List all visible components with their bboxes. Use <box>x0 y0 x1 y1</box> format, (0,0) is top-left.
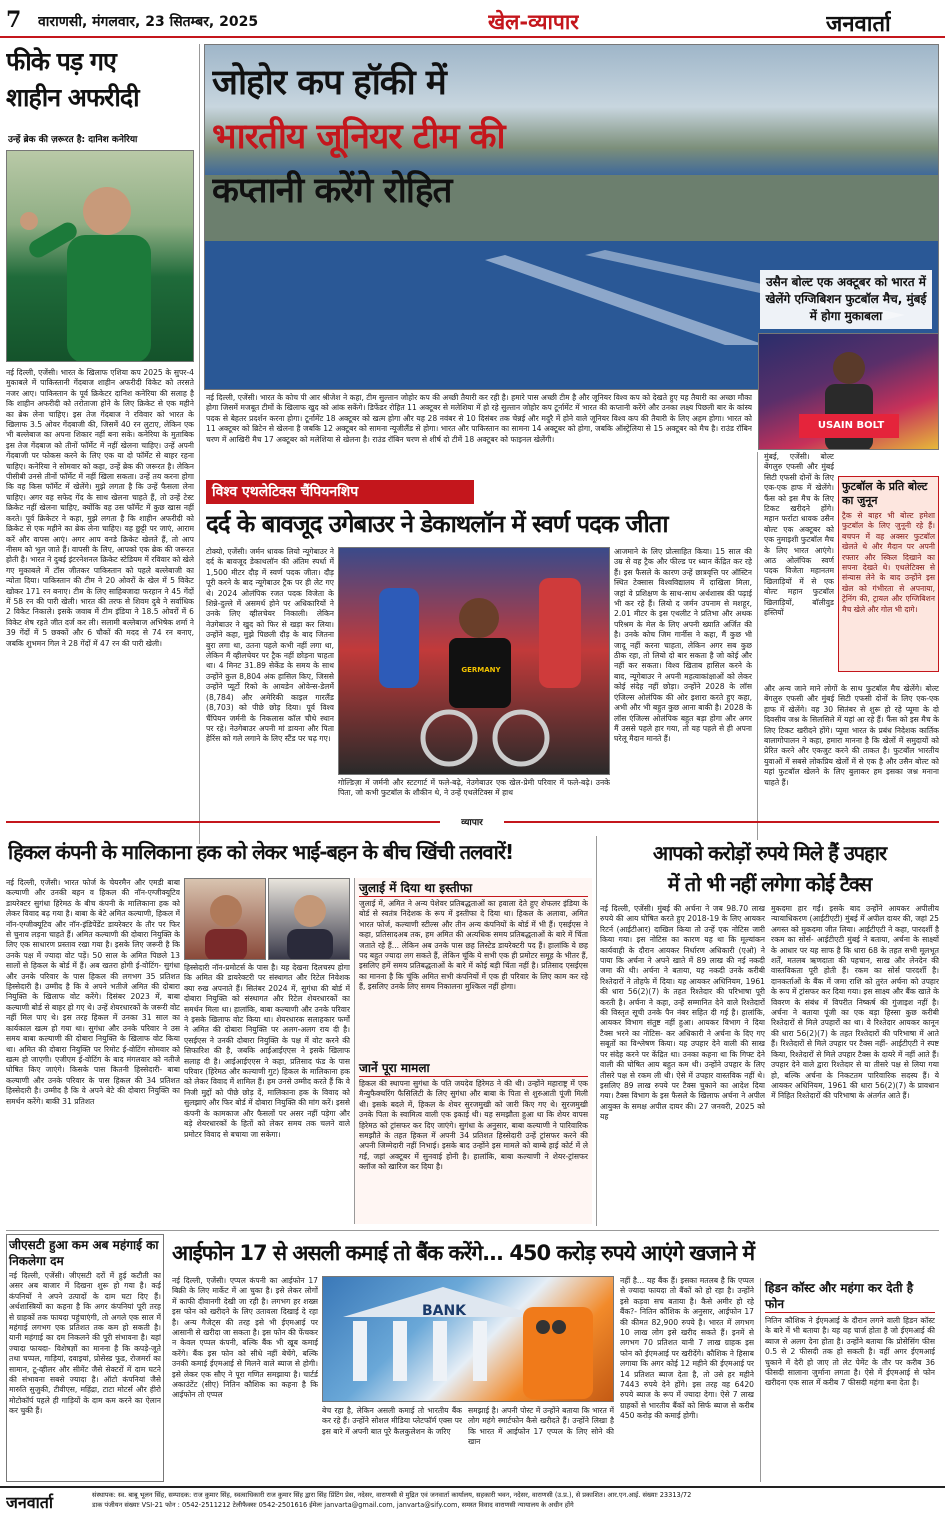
shaheen-title-line2: शाहीन अफरीदी <box>6 83 139 112</box>
athletics-headline: दर्द के बावजूद उगेबाउर ने डेकाथलॉन में स्वर्ण पदक जीता <box>206 510 668 538</box>
shaheen-title <box>6 44 194 124</box>
hical-headline: हिकल कंपनी के मालिकाना हक को लेकर भाई-बहन के बीच खिंची तलवारें! <box>8 840 514 864</box>
bolt-figure-icon <box>759 334 939 450</box>
iphone-caption-2: समझाई है। अपनी पोस्ट में उन्होंने बताया कि भारत में लोग महंगे स्मार्टफोन कैसे खरीदते हैं। उन्होंने लिखा है कि भारत में आईफोन 17 एप्पल के लिए सोने की खान <box>468 1406 614 1447</box>
iphone-sidebar <box>760 1278 939 1482</box>
shaheen-photo <box>6 150 194 362</box>
iphone-col1: नई दिल्ली, एजेंसी। एप्पल कंपनी का आईफोन 17 बिक्री के लिए मार्केट में आ चुका है। इसे लेकर लोगों में काफी दीवानगी देखी जा रही है। लगभग हर शख्स इस फोन को खरीदने के लिए उतावला दिखाई दे रहा है। अन्य गैजेट्स की तरह इसे भी ईएमआई पर आसानी से खरीदा जा सकता है। इस फोन की फेंचकर न केवल एप्पल कंपनी, बल्कि बैंक भी खूब कमाई करेंगे। बैंक इस फोन को सीधे नहीं बेचेंगे, बल्कि उनकी कमाई ईएमआई से मिलने वाले ब्याज से होगी। इसे लेकर एक सौए ने पूरा गणित समझाया है। चार्टर्ड अकाउंटेंट (सीए) नितिन कौशिक का कहना है कि आईफोन तो एप्पल <box>172 1276 318 1400</box>
bolt-photo <box>758 333 939 450</box>
business-label: व्यापार <box>440 815 504 829</box>
player-figure-icon <box>7 151 194 362</box>
athletics-caption: गोल्डिज़ा में जर्मनी और स्टटगार्ट में फले-बढ़े, नेउगेबाउर एक खेल-प्रेमी परिवार में फले-बढ़े। उनके पिता, जो कभी फुटबॉल के शौकीन थे, ने उन्हें एथलेटिक्स में हाथ <box>338 778 610 798</box>
bolt-body-2: और अन्य जाने माने लोगों के साथ फुटबॉल मैच खेलेंगे। बोल्ट बेंगलुरु एफसी और मुंबई सिटी एफसी दोनों के लिए एक-एक हाफ में खेलेंगे। वह 30 सितंबर से शुरू हो रहे प्यूमा के दो दिवसीय जश्न के सिलसिले में यहां आ रहे हैं। फैंस को इस मैच के लिए टिकट खरीदने होंगे। प्यूमा भारत के प्रबंध निदेशक कार्तिक बालागोपालन ने कहा, हमारा मानना है कि खेलों में समुदायों को प्रेरित करने और एकजुट करने की ताकत है। फुटबॉल भारतीय युवाओं में सबसे लोकप्रिय खेलों में से एक है और उसैन बोल्ट को यहां फुटबॉल खेलने के लिए बुलाकर हम इसका जश्न मनाना चाहते हैं। <box>764 684 939 787</box>
bolt-body-1: मुंबई, एजेंसी। बोल्ट बेंगलुरु एफसी और मुंबई सिटी एफसी दोनों के लिए एक-एक हाफ में खेलेंगे। फैंस को इस मैच के लिए टिकट खरीदने होंगे। महान फर्राटा धावक उसैन बोल्ट एक अक्टूबर को एक नुमाइशी फुटबॉल मैच के लिए भारत आएंगे। आठ ओलंपिक स्वर्ण पदक विजेता महानतम खिलाड़ियों में से एक बोल्ट महान फुटबॉल खिलाड़ियों, बॉलीवुड हस्तियों <box>764 452 834 618</box>
hical-sub2-title: जानें पूरा मामला <box>359 1060 588 1077</box>
gst-box <box>6 1234 164 1482</box>
man-portrait-icon <box>269 879 350 960</box>
dateline: वाराणसी, मंगलवार, 23 सितम्बर, 2025 <box>38 14 259 30</box>
hockey-headline-line3: कप्तानी करेंगे रोहित <box>212 171 452 211</box>
bolt-sidebar-title: फुटबॉल के प्रति बोल्ट का जुनून <box>842 480 928 507</box>
hical-sidebar <box>354 878 592 1224</box>
footer-imprint-line2: डाक पंजीयन संख्याः VSI-21 फोन : 0542-2511212 टेलीफैक्सः 0542-2501616 ईमेलः janvarta@gmail.com, janvarta@sify.com, समस्त विवाद वाराणसी न्यायालय के अधीन होंगे <box>92 1501 574 1509</box>
column-divider <box>199 44 200 844</box>
hical-sub1-body: जुलाई में, अमित ने अन्य पेशेवर प्रतिबद्धताओं का हवाला देते हुए शेफलर इंडिया के बोर्ड से स्वतंत्र निदेशक के रूप में इस्तीफा दे दिया था। हिकल के अलावा, अमित भारत फोर्ज, कल्याणी स्टील्स और तीन अन्य कंपनियों के बोर्ड में भी हैं। एसईएस ने कहा, प्रतिसादअब तक, हम अमित की अत्यधिक समय प्रतिबद्धताओं के बारे में चिंता जताते रहे हैं... लेकिन अब उनके पास छह लिस्टेड डायरेक्टरी पद हैं। हालांकि ये छह पद बहुत ज्यादा लग सकते हैं, लेकिन चूंकि ये सभी एक ही प्रमोटर समूह के भीतर हैं, इसलिए हमें समय प्रतिबद्धताओं के बारे में कोई बड़ी चिंता नहीं है। प्रतिसाद एसईएस का मानना है कि चूंकि अमित सभी कंपनियों में एक ही परिवार के लिए काम कर रहे हैं, इसलिए उनके लिए समय निकालना मुश्किल नहीं होगा। <box>359 899 588 992</box>
footer-imprint-line1: संस्थापक: स्व. बाबू भूलन सिंह, सम्पादक: राज कुमार सिंह, स्वत्वाधिकारी राज कुमार सिंह द्वारा सिंह प्रिंटिंग प्रेस, नदेसर, वाराणसी से मुद्रित एवं जनवार्ता कार्यालय, सहकारी भवन, नदेसर, वाराणसी (उ.प्र.), से प्रकाशित। आर.एन.आई. संख्याः 23313/72 <box>92 1491 692 1499</box>
column-divider <box>757 452 758 840</box>
iphone-sidebar-title: हिडन कॉस्ट और महंगा कर देती है फोन <box>765 1280 935 1313</box>
gift-headline-line2: में तो भी नहीं लगेगा कोई टैक्स <box>667 872 872 896</box>
hical-sub1-title: जुलाई में दिया था इस्तीफा <box>359 880 588 897</box>
column-divider <box>596 836 597 1226</box>
athletics-col1: टोक्यो, एजेंसी। जर्मन धावक लियो न्यूगेबाउर ने दर्द के बावजूद डेकाथलॉन की अंतिम स्पर्धा में 1,500 मीटर दौड़ में स्वर्ण पदक जीता। दौड़ पूरी करने के बाद न्यूगेबाउर ट्रैक पर ही लेट गए थे। 2024 ओलंपिक रजत पदक विजेता के शिन्ने-दुल्ले में असमर्थ होने पर अधिकारियों ने उनके लिए व्हीलचेयर निकाली। लेकिन नेउगेबाउर ने खुद को फिर से खड़ा कर लिया। उन्होंने कहा, मुझे पिछली दौड़ के बाद जितना बुरा लगा था, उतना पहले कभी नहीं लगा था, लेकिन मैं व्हीलचेयर पर ट्रैक नहीं छोड़ना चाहता था। 4 मिनट 31.89 सेकेंड के समय के साथ उन्होंने कुल 8,804 अंक हासिल किए, जिससे उन्होंने प्यूर्टो रिको के आयडेन ओवेन्स-डेलर्मे (8,784) और अमेरिकी काइल गारलैंड (8,703) को पीछे छोड़ दिया। पूर्व विश्व चैंपियन जर्मनी के निकलास कॉल चौथे स्थान पर रहे। नेउगेबाउर अपनी मां डायना और पिता हेरिंस को गले लगाने के लिए स्टैंड पर चढ़ गए। <box>206 547 334 744</box>
newspaper-brand: जनवार्ता <box>826 11 891 37</box>
shaheen-body: नई दिल्ली, एजेंसी। भारत के खिलाफ एशिया कप 2025 के सुपर-4 मुकाबले में पाकिस्तानी गेंदबाज शाहीन अफरीदी विकेट को तरसते नजर आए। पाकिस्तान के पूर्व क्रिकेटर दानिश कनेरिया की सलाह है कि शाहीन अफरीदी को तरोताजा होने के लिए क्रिकेट से एक महीने का ब्रेक लेना चाहिए। इस तेज गेंदबाज ने रविवार को भारत के खिलाफ 3.5 ओवर गेंदबाजी की, जिसमें 40 रन लुटाए, लेकिन एक भी बल्लेबाज का अपना शिकार नहीं बना सके। कनेरिया के मुताबिक इस तेज गेंदबाज को तीनों फॉर्मेट में नहीं खेलना चाहिए। उन्हें अपनी गेंदबाजी पर फोकस करने के लिए एक या दो फॉर्मेट से बाहर रहना चाहिए। कनेरिया ने सोमवार को कहा, उन्हें ब्रेक की जरूरत है। लेकिन पीसीबी उनसे तीनों फॉर्मेट में नहीं खिला सकता। उन्हें तय करना होगा कि वह किस फॉर्मेट में खेलेंगे। मुझे लगता है कि उन्हें फैसला लेना चाहिए। अगर वह सफेद गेंद के साथ खेलना चाहते हैं, तो उन्हें टेस्ट क्रिकेट नहीं खेलना चाहिए, क्योंकि वह उस फॉर्मेट में कुछ खास नहीं करते। पूर्व क्रिकेटर ने कहा, मुझे लगता है कि शाहीन अफरीदी को क्रिकेट से एक महीने का ब्रेक लेना चाहिए। वह छुट्टी पर जाएं, आराम करें और वापस आएं। अगर आप वनडे क्रिकेट खेलते हैं, तो आप नीसम को भूल जाते हैं। वापसी के लिए, आपको एक ब्रेक की जरूरत होती है। भारत ने दुबई इंटरनेशनल क्रिकेट स्टेडियम में रविवार को खेले गए मुकाबले में टॉस जीतकर पाकिस्तान को पहले बल्लेबाजी का न्योता दिया। पाकिस्तान की टीम ने 20 ओवरों के खेल में 5 विकेट खोकर 171 रन बनाए। टीम के लिए साहिबजादा फरहान ने 45 गेंदों में 58 रन की पारी खेली। भारत की तरफ से शिवम दुबे ने सर्वाधिक 2 विकेट निकाले। इसके जवाब में टीम इंडिया ने 18.5 ओवरों में 6 विकेट शेष रहते जीत दर्ज कर ली। सलामी बल्लेबाज अभिषेक शर्मा ने 39 गेंदों में 5 छक्कों और 6 चौकों की मदद से 74 रन बनाए, जबकि शुभमन गिल ने 28 गेंदों में 47 रन की पारी खेली। <box>6 368 194 648</box>
hockey-headline-line1: जोहोर कप हॉकी में <box>212 63 446 103</box>
footer <box>0 1486 945 1513</box>
footer-brand: जनवार्ता <box>6 1493 54 1512</box>
iphone-col3: नहीं है... यह बैंक हैं। इसका मतलब है कि एप्पल से ज्यादा फायदा तो बैंकों को हो रहा है। उन्होंने इसे कड़वा सच बताया है। कैसे अमीर हो रहे बैंक?- नितिन कौशिक के अनुसार, आईफोन 17 की कीमत 82,900 रुपये है। भारत में लगभग 10 लाख लोग इसे खरीद सकते हैं। इनमें से लगभग 70 प्रतिशत यानी 7 लाख ग्राहक इस फोन को ईएमआई पर खरीदेंगे। कौशिक ने हिसाब लगाया कि अगर कोई 12 महीने की ईएमआई पर 14 प्रतिशत ब्याज देता है, तो उसे हर महीने 7443 रुपये देने होंगे। इस तरह वह 6420 रुपये ब्याज के रूप में ज्यादा देगा। ऐसे 7 लाख ग्राहकों से भारतीय बैंकों को सिर्फ ब्याज से करीब 450 करोड़ की कमाई होगी। <box>620 1276 754 1421</box>
gift-headline-line1: आपको करोड़ों रुपये मिले हैं उपहार <box>652 841 887 865</box>
bank-building-phone-graphic <box>323 1277 614 1402</box>
section-divider <box>6 1230 939 1231</box>
athletics-col3: आजमाने के लिए प्रोत्साहित किया। 15 साल की उम्र से वह ट्रैक और फील्ड पर ध्यान केंद्रित कर रहे हैं। इस फैसले के कारण उन्हें छात्रवृत्ति पर ऑस्टिन स्थित टेक्सास विश्वविद्यालय में दाखिला मिला, जहां वे प्रशिक्षण के साथ-साथ अर्थशास्त्र की पढ़ाई भी कर रहे हैं। लियो द जर्मन उपनाम से मशहूर, 2.01 मीटर के इस एथलीट ने प्रतिभा और अथक परिश्रम के मेल के लिए अपनी ख्याति अर्जित की है। उनके कोच जिम गार्नीस ने कहा, मैं कुछ भी जादू नहीं करना चाहता, लेकिन अगर सब कुछ ठीक रहा, तो लियो दो बार सकता है जो कोई और नहीं कर सकता। विश्व खिताब हासिल करने के बाद, न्यूगेबाउर ने अपनी महत्वाकांक्षाओं को लेकर कोई संदेह नहीं छोड़ा। उन्होंने 2028 के लॉस एंजिल्स ओलंपिक की ओर इशारा करते हुए कहा, अभी और भी बहुत कुछ आना बाकी है। 2028 के लॉस एंजिल्स ओलंपिक बहुत बड़ा होगा और अगर मैं उससे पहले हार गया, तो यह पहले से ही अपना घरेलू मैदान मानते हैं। <box>614 547 752 744</box>
hical-sub2-body: हिकल की स्थापना सुगंधा के पति जयदेव हिरेमठ ने की थी। उन्होंने महाराष्ट्र में एक मैन्युफैक्चरिंग फैसिलिटी के लिए सुगंधा और बाबा के पिता से शुरुआती पूंजी मिली थी। इसके बदले में, हिकल के शेयर सुरजमुखी को जारी किए गए थे। सुरजमुखी उनके पिता के स्वामित्व वाली एक इकाई थी। यह समझौता हुआ था कि शेयर वापस हिरेमठ को ट्रांसफर कर दिए जाएंगे। सुगंधा के अनुसार, बाबा कल्याणी ने पारिवारिक समझौते के तहत हिकल में अपनी 34 प्रतिशत हिस्सेदारी उन्हें ट्रांसफर करने की अपनी जिम्मेदारी नहीं निभाई। इसके बाद उन्होंने इस मामले को बाम्बे हाई कोर्ट में ले गईं, जहां अक्टूबर में सुनवाई होनी है। हालांकि, बाबा कल्याणी ने शेयर-ट्रांसफर क्लॉज को खारिज कर दिया है। <box>359 1079 588 1172</box>
hical-photo-baba <box>268 878 350 960</box>
iphone-headline: आईफोन 17 से असली कमाई तो बैंक करेंगे... 450 करोड़ रुपये आएंगे खजाने में <box>172 1241 755 1265</box>
gst-title: जीएसटी हुआ कम अब महंगाई का निकलेगा दम <box>9 1238 159 1268</box>
bolt-sidebar <box>838 476 939 672</box>
gift-headline <box>600 838 939 900</box>
iphone-bank-photo <box>322 1276 614 1402</box>
gift-col2: मुकदमा हार गईं। इसके बाद उन्होंने आयकर अपीलीय न्यायाधिकरण (आईटीएटी) मुंबई में अपील दायर की, जहां 25 अगस्त को मुकदमा जीत लिया। आईटीएटी ने कहा, पारदर्शी है रकम का सोर्स- आईटीएटी मुंबई ने बताया, अर्चना के साक्ष्यों के आधार पर यह साफ है कि धारा 68 के तहत सभी मूलभूत शर्तें, मतलब ऋणदाता की पहचान, साख और लेनदेन की वास्तविकता पूरी होती हैं। रकम का सोर्स पारदर्शी है। दानकर्ताओं के बैंक में जमा राशि को तुरंत अर्चना को उपहार के रूप में ट्रांसफर कर दिया गया। इस साक्ष्य और बैंक खाते के विवरण के संबंध में विपरीत निष्कर्ष की गुंजाइश नहीं है। अर्चना ने बताया पूंजी का एक बड़ा हिस्सा कुछ करीबी रिश्तेदारों से मिले उपहारों का था। ये रिश्तेदार आयकर कानून की धारा 56(2)(7) के तहत रिश्तेदारों की परिभाषा में आते हैं। रिश्तेदारों से मिले उपहार पर टैक्स नहीं- आईटीएटी ने स्पष्ट किया, रिश्तेदारों से मिले उपहार टैक्स के दायरे में नहीं आते हैं। उपहार देने वाले द्वारा रिश्तेदार से या तीसरे पक्ष से लिया गया हो, बल्कि अर्चना के निकटतम पारिवारिक सदस्य हैं। ये आयकर अधिनियम, 1961 की धारा 56(2)(7) के प्रावधान में निहित रिश्तेदारों की परिभाषा के अंतर्गत आते हैं। <box>771 904 939 1101</box>
shaheen-kicker: उन्हें ब्रेक की ज़रूरत है: दानिश कनेरिया <box>8 135 138 145</box>
hical-col1: नई दिल्ली, एजेंसी। भारत फोर्ज के चेयरमैन और एमडी बाबा कल्याणी और उनकी बहन व हिकल की नॉन-एग्जीक्यूटिव डायरेक्टर सुगंधा हिरेमठ के बीच कंपनी के मालिकाना हक को लेकर विवाद बढ़ गया है। बाबा के बेटे अमित कल्याणी, हिकल में नॉन-एग्जीक्यूटिव और नॉन-इंडिपेंडेंट डायरेक्टर के तौर पर फिर से चुनाव लड़ना चाहते हैं। अमित कल्याणी की दोबारा नियुक्ति के लिए एक साधारण प्रस्ताव रखा गया है। इसके लिए जरूरी है कि उनके पक्ष में ज्यादा वोट पड़ें। 50 साल के अमित पिछले 13 सालों से हिकल के बोर्ड में हैं। अब खतरा होगी ई-वोटिंग- सुगंधा और उनके परिवार के पास हिकल की लगभग 35 प्रतिशत हिस्सेदारी है। उम्मीद है कि वे अपने भतीजे अमित की दोबारा नियुक्ति के खिलाफ वोट करेंगे। दिसंबर 2023 में, बाबा कल्याणी बोर्ड से बाहर हो गए थे। उन्हें शेयरधारकों के जरूरी वोट नहीं मिल पाए थे। इस तरह हिकल में उनका 31 साल का कार्यकाल खत्म हो गया था। सुगंधा और उनके परिवार ने उस समय बाबा कल्याणी की दोबारा नियुक्ति के खिलाफ वोट किया था। अमित की दोबारा नियुक्ति पर रिमोट ई-वोटिंग सोमवार को खत्म हो जाएगी। एजीएम ई-वोटिंग के बाद मंगलवार को नतीजे घोषित किए जाएंगे। किसके पास कितनी हिस्सेदारी- बाबा कल्याणी और उनके परिवार के पास हिकल की 34 प्रतिशत हिस्सेदारी है। उम्मीद है कि वे अपने बेटे की दोबारा नियुक्ति का समर्थन करेंगे। बाकी 31 प्रतिशत <box>6 878 180 1106</box>
athletics-photo-text: GERMANY <box>461 666 501 674</box>
gst-body: नई दिल्ली, एजेंसी। जीएसटी दरों में हुई कटौती का असर अब बाजार में दिखना शुरू हो गया है। कई कंपनियों ने अपने उत्पादों के दाम घटा दिए हैं। अर्थशास्त्रियों का कहना है कि अगर कंपनियां पूरी तरह से ग्राहकों तक फायदा पहुंचाएंगी, तो अगले एक साल में महंगाई लगभग एक प्रतिशत तक कम हो सकती है। यानी महंगाई का दम निकलने की पूरी संभावना है। यहां ज्यादा फायदा- विशेषज्ञों का मानना है कि कपड़े-जूते तथा चप्पल, गाड़ियां, दवाइयां, प्रोसेस्ड फूड, रोजमर्रा का सामान, टू-व्हीलर और सीमेंट जैसे सेक्टरों में दाम घटने की संभावना सबसे ज्यादा है। ऑटो कंपनियां जैसे मारुति सुजुकी, टीवीएस, महिंद्रा, टाटा मोटर्स और हीरो मोटोकॉर्प पहले ही गाड़ियों के दाम कम करने का ऐलान कर चुकी हैं। <box>9 1271 161 1416</box>
hockey-headline-line2: भारतीय जूनियर टीम की <box>212 117 505 157</box>
athletics-photo <box>338 547 610 775</box>
gift-col1: नई दिल्ली, एजेंसी। मुंबई की अर्चना ने जब 98.70 लाख रुपये की आय घोषित करते हुए 2018-19 के लिए आयकर रिटर्न (आईटीआर) दाखिल किया तो उन्हें एक नोटिस जारी किया गया। इस नोटिस का कारण यह था कि मूल्यांकन कार्यवाही के दौरान आयकर निर्धारण अधिकारी (एओ) ने पाया कि अर्चना ने अपने खाते में 89 लाख की नई नकदी जमा की थी। अर्चना ने बताया, यह नकदी उनके करीबी रिश्तेदारों ने तोहफे में दिया। यह आयकर अधिनियम, 1961 की धारा 56(2)(7) के तहत रिश्तेदार की परिभाषा पूरी करती है। अर्चना ने कहा, उन्हें सम्मानित देने वाले रिश्तेदारों की विस्तृत सूची उनके पैन नंबर सहित दी गई है। हालांकि, आयकर विभाग संतुष्ट नहीं हुआ। आयकर विभाग ने दिया टैक्स भरने का नोटिस- कर अधिकारी ने अर्चना के दिए गए सबूतों का विश्लेषण किया। यह उपहार देने वाली की साख पर संदेह करने पर केंद्रित था। उनका कहना था कि गिफ्ट देने वाली की घोषित आय बहुत कम थी। उन्होंने उपहार के लिए तीसरे पक्ष से रकम ली थी। ऐसे में उपहार वास्तविक नहीं थे। इसलिए 89 लाख रुपये पर टैक्स चुकाने का आदेश दिया गया। टैक्स विभाग के इस फैसले के खिलाफ अर्चना ने अपील आयुक्त के समक्ष अपील दायर की। 27 जनवरी, 2025 को यह <box>600 904 765 1122</box>
shaheen-title-line1: फीके पड़ गए <box>6 47 116 76</box>
page-number: 7 <box>6 7 22 33</box>
iphone-caption-1: बेच रहा है, लेकिन असली कमाई तो भारतीय बैंक कर रहे हैं। उन्होंने सोशल मीडिया प्लेटफॉर्म एक्स पर इस बारे में अपनी बात पूरे कैलकुलेशन के जरिए <box>322 1406 462 1436</box>
bolt-sidebar-body: ट्रैक से बाहर भी बोल्ट हमेशा फुटबॉल के लिए जुनूनी रहे हैं। बचपन में वह अक्सर फुटबॉल खेलते थे और मैदान पर अपनी रफ्तार और स्किल दिखाने का सपना देखते थे। एथलेटिक्स से संन्यास लेने के बाद उन्होंने इस खेल को गंभीरता से अपनाया, ट्रेनिंग की, ट्रायल और एग्जिबिशन मैच खेले और गोल भी दागे। <box>842 511 935 614</box>
bank-photo-text: BANK <box>421 1303 467 1319</box>
athlete-wheelchair-graphic <box>339 548 610 775</box>
iphone-sidebar-body: नितिन कौशिक ने ईएमआई के दौरान लगने वाली हिडन कॉस्ट के बारे में भी बताया है। यह वह चार्ज होता है जो ईएमआई की ब्याज से अलग देना होता है। उन्होंने बताया कि प्रोसेसिंग फीस 0.5 से 2 फीसदी तक हो सकती है। वहीं अगर ईएमआई चुकाने में देरी हो जाए तो लेट पेमेंट के तौर पर करीब 36 फीसदी सालाना जुर्माना लगता है। ऐसे में ईएमआई से फोन खरीदना एक साल में करीब 7 फीसदी महंगा बना देता है। <box>765 1316 935 1388</box>
section-title: खेल-व्यापार <box>488 10 579 34</box>
hical-photo-sugandha <box>184 878 266 960</box>
woman-portrait-icon <box>185 879 266 960</box>
bolt-photo-text: USAIN BOLT <box>817 420 885 431</box>
hical-col2: हिस्सेदारी नॉन-प्रमोटर्स के पास है। यह देखना दिलचस्प होगा कि अमित की डायरेक्टरी पर संस्थागत और रिटेल निवेशक क्या रुख अपनाते हैं। सितंबर 2024 में, सुगंधा की बोर्ड में दोबारा नियुक्ति को संस्थागत और रिटेल शेयरधारकों का समर्थन मिला था। हालांकि, बाबा कल्याणी और उनके परिवार ने इसके खिलाफ वोट किया था। शेयरधारक सलाहकार फर्मों ने अमित की दोबारा नियुक्ति पर अलग-अलग राय दी है। एसईएस ने उनकी दोबारा नियुक्ति के पक्ष में वोट करने की सिफारिश की है, जबकि आईआईएएस ने इसके खिलाफ सलाह दी है। आईआईएएस ने कहा, प्रतिसाद फंड के पास परिवार (हिरेमठ और कल्याणी गुट) हिकल के मालिकाना हक को लेकर विवाद में शामिल हैं। हम उनसे उम्मीद करते हैं कि वे निजी मुद्दों को पीछे छोड़ दें, मालिकाना हक के विवाद को सुलझाएं और फिर बोर्ड में दोबारा नियुक्ति की मांग करें। इससे कंपनी के कामकाज और फैसलों पर असर नहीं पड़ेगा और बड़े शेयरधारकों के हितों को लेकर समय तक चलने वाले प्रमोटर विवाद से बचाया जा सकेगा। <box>184 963 350 1139</box>
hockey-body: नई दिल्ली, एजेंसी। भारत के कोच पी आर श्रीजेश ने कहा, टीम सुल्तान जोहोर कप की अच्छी तैयारी कर रही है। हमारे पास अच्छी टीम है और जूनियर विश्व कप को देखते हुए यह तैयारी का अच्छा मौका होगा जिसमें मजबूत टीमों के खिलाफ खुद को आंक सकेंगे। डिफेंडर रोहित 11 अक्टूबर से मलेशिया में हो रहे सुल्तान जोहोर कप टूर्नामेंट में भारत की कप्तानी करेंगे और उनका लक्ष्य पिछली बार के कांस्य पदक से बेहतर प्रदर्शन करना होगा। टूर्नामेंट 18 अक्टूबर को खत्म होगा और यह 28 नवंबर से 10 दिसंबर तक चेन्नई और मदुरै में होने वाले जूनियर विश्व कप की तैयारी के लिए अहम होगा। भारत को 11 अक्टूबर को ब्रिटेन से खेलना है जबकि 12 अक्टूबर को सामना न्यूजीलैंड से होगा। भारत और पाकिस्तान का सामना 14 अक्टूबर को होगा, जबकि ऑस्ट्रेलिया से 15 अक्टूबर को मैच है। राउंड रॉबिन चरण में आखिरी मैच 17 अक्टूबर को मलेशिया से खेलना है। राउंड रॉबिन चरण से शीर्ष दो टीमें 18 अक्टूबर को फाइनल खेलेंगी। <box>206 393 752 444</box>
hockey-headline <box>212 56 752 218</box>
bolt-headline: उसैन बोल्ट एक अक्टूबर को भारत में खेलेंगे एग्जिबिशन फुटबॉल मैच, मुंबई में होगा मुकाबला <box>760 270 932 329</box>
masthead <box>0 0 945 38</box>
athletics-banner: विश्व एथलेटिक्स चैंपियनशिप <box>206 480 474 504</box>
